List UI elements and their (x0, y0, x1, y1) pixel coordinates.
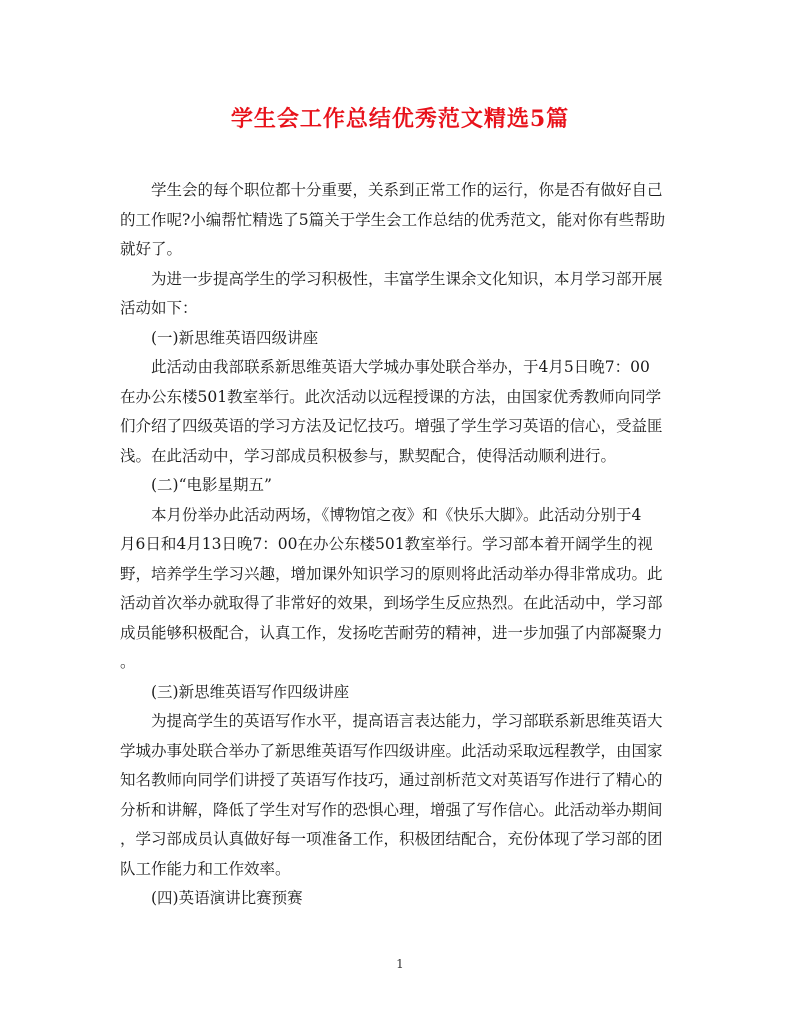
section-paragraph-1: 此活动由我部联系新思维英语大学城办事处联合举办，于4月5日晚7：00 在办公东楼501教室举行。此次活动以远程授课的方法，由国家优秀教师向同学 们介绍了四级英语的学习方法及记忆技巧。增强了学生学习英语的信心，受益匪 浅。在此活动中，学习部成员积极参与，默契配合，使得活动顺利进行。 (120, 358, 663, 465)
page-number: 1 (396, 957, 404, 971)
section-paragraph-2: 本月份举办此活动两场，《博物馆之夜》和《快乐大脚》。此活动分别于4 月6日和4月13日晚7：00在办公东楼501教室举行。学习部本着开阔学生的视 野，培养学生学习兴趣，增加课外知识学习的原则将此活动举办得非常成功。此 活动首次举办就取得了非常好的效果，到场学生反应热烈。在此活动中，学习部 成员能够积极配合，认真工作，发扬吃苦耐劳的精神，进一步加强了内部凝聚力 。 (120, 505, 663, 671)
section-heading-3: (三)新思维英语写作四级讲座 (151, 682, 350, 701)
section-paragraph-3: 为提高学生的英语写作水平，提高语言表达能力，学习部联系新思维英语大 学城办事处联合举办了新思维英语写作四级讲座。此活动采取远程教学，由国家 知名教师向同学们讲授了英语写作技巧，通过剖析范文对英语写作进行了精心的 分析和讲解，降低了学生对写作的恐惧心理，增强了写作信心。此活动举办期间 ，学习部成员认真做好每一项准备工作，积极团结配合，充份体现了学习部的团 队工作能力和工作效率。 (120, 712, 663, 878)
intro-paragraph: 学生会的每个职位都十分重要，关系到正常工作的运行，你是否有做好自己 的工作呢?小编帮忙精选了5篇关于学生会工作总结的优秀范文，能对你有些帮助 就好了。 (120, 181, 666, 258)
section-heading-1: (一)新思维英语四级讲座 (151, 328, 319, 347)
section-heading-2: (二)“电影星期五” (151, 476, 272, 494)
document-body (120, 176, 680, 914)
section-heading-4: (四)英语演讲比赛预赛 (151, 889, 303, 907)
overview-paragraph: 为进一步提高学生的学习积极性，丰富学生课余文化知识，本月学习部开展 活动如下： (120, 269, 663, 317)
document-title: 学生会工作总结优秀范文精选5篇 (230, 106, 570, 132)
